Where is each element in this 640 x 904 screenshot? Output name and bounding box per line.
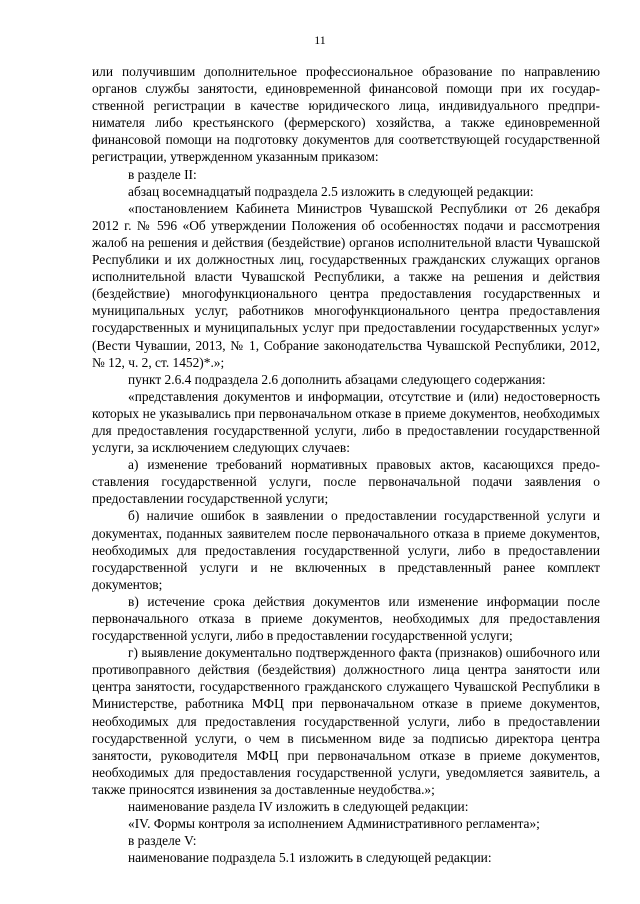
paragraph-amend-2-6-4: пункт 2.6.4 подраздела 2.6 дополнить абзацами следующего содержания:: [128, 371, 546, 387]
paragraph-item-a: а) изменение требований нормативных правовых актов, касающихся предоставления государственной услуги, после первоначальной подачи заявления о предоставлении государственной услуги;: [92, 457, 600, 507]
paragraph-item-v: в) истечение срока действия документов или изменение информации после первоначального отказа в приеме документов, необходимых для предоставления государственной услуги, либо в предоставлении государственной услуги;: [92, 593, 600, 644]
page-number: 11: [314, 33, 326, 47]
paragraph-resolution-596: «постановлением Кабинета Министров Чувашской Республики от 26 декабря 2012 г. № 596 «Об утверждении Положения об особенностях подачи и рассмотрения жалоб на решения и действия (бездействие) органов исполнительной власти Чувашской Республики и их должностных лиц, государственных гражданских служащих органов исполнительной власти Чувашской Республики, а также на решения и действия (бездействие) многофункционального центра предоставления государственных и муниципальных услуг, работников многофункционального центра предоставления государственных и муниципальных услуг при предоставлении государственных услуг» (Вести Чувашии, 2013, № 1, Собрание законодательства Чувашской Республики, 2012, № 12, ч. 2, ст. 1452)*.»;: [92, 200, 600, 370]
paragraph-amend-2-5: абзац восемнадцатый подраздела 2.5 изложить в следующей редакции:: [128, 183, 534, 199]
paragraph-section-v: в разделе V:: [128, 833, 197, 849]
document-body: [92, 63, 600, 866]
paragraph-item-b: б) наличие ошибок в заявлении о предоставлении государственной услуги и документах, поданных заявителем после первоначального отказа в приеме документов, необходимых для предоставления государственной услуги, либо в предоставлении государственной услуги и не включенных в представленный ранее комплект документов;: [92, 508, 600, 592]
paragraph-continuation: или получившим дополнительное профессиональное образование по направлению органов службы занятости, единовременной финансовой помощи при их государственной регистрации в качестве юридического лица, индивидуального предпринимателя либо крестьянского (фермерского) хозяйства, а также единовременной финансовой помощи на подготовку документов для соответствующей государственной регистрации, утвержденном указанным приказом:: [92, 64, 600, 165]
paragraph-section-iv-title: наименование раздела IV изложить в следующей редакции:: [128, 799, 469, 815]
paragraph-subsection-5-1: наименование подраздела 5.1 изложить в следующей редакции:: [128, 850, 492, 866]
paragraph-item-g: г) выявление документально подтвержденного факта (признаков) ошибочного или противоправного действия (бездействия) должностного лица центра занятости или центра занятости, государственного гражданского служащего Чувашской Республики в Министерстве, работника МФЦ при первоначальном отказе в приеме документов, необходимых для предоставления государственной услуги, либо в предоставлении государственной услуги, о чем в письменном виде за подписью директора центра занятости, руководителя МФЦ при первоначальном отказе в приеме документов, необходимых для предоставления государственной услуги, уведомляется заявитель, а также приносятся извинения за доставленные неудобства.»;: [92, 645, 600, 797]
paragraph-documents-info: «представления документов и информации, отсутствие и (или) недостоверность которых не указывались при первоначальном отказе в приеме документов, необходимых для предоставления государственной услуги, либо в предоставлении государственной услуги, за исключением следующих случаев:: [92, 388, 600, 456]
paragraph-section-ii: в разделе II:: [128, 166, 197, 182]
paragraph-section-iv-new-title: «IV. Формы контроля за исполнением Административного регламента»;: [128, 816, 540, 832]
